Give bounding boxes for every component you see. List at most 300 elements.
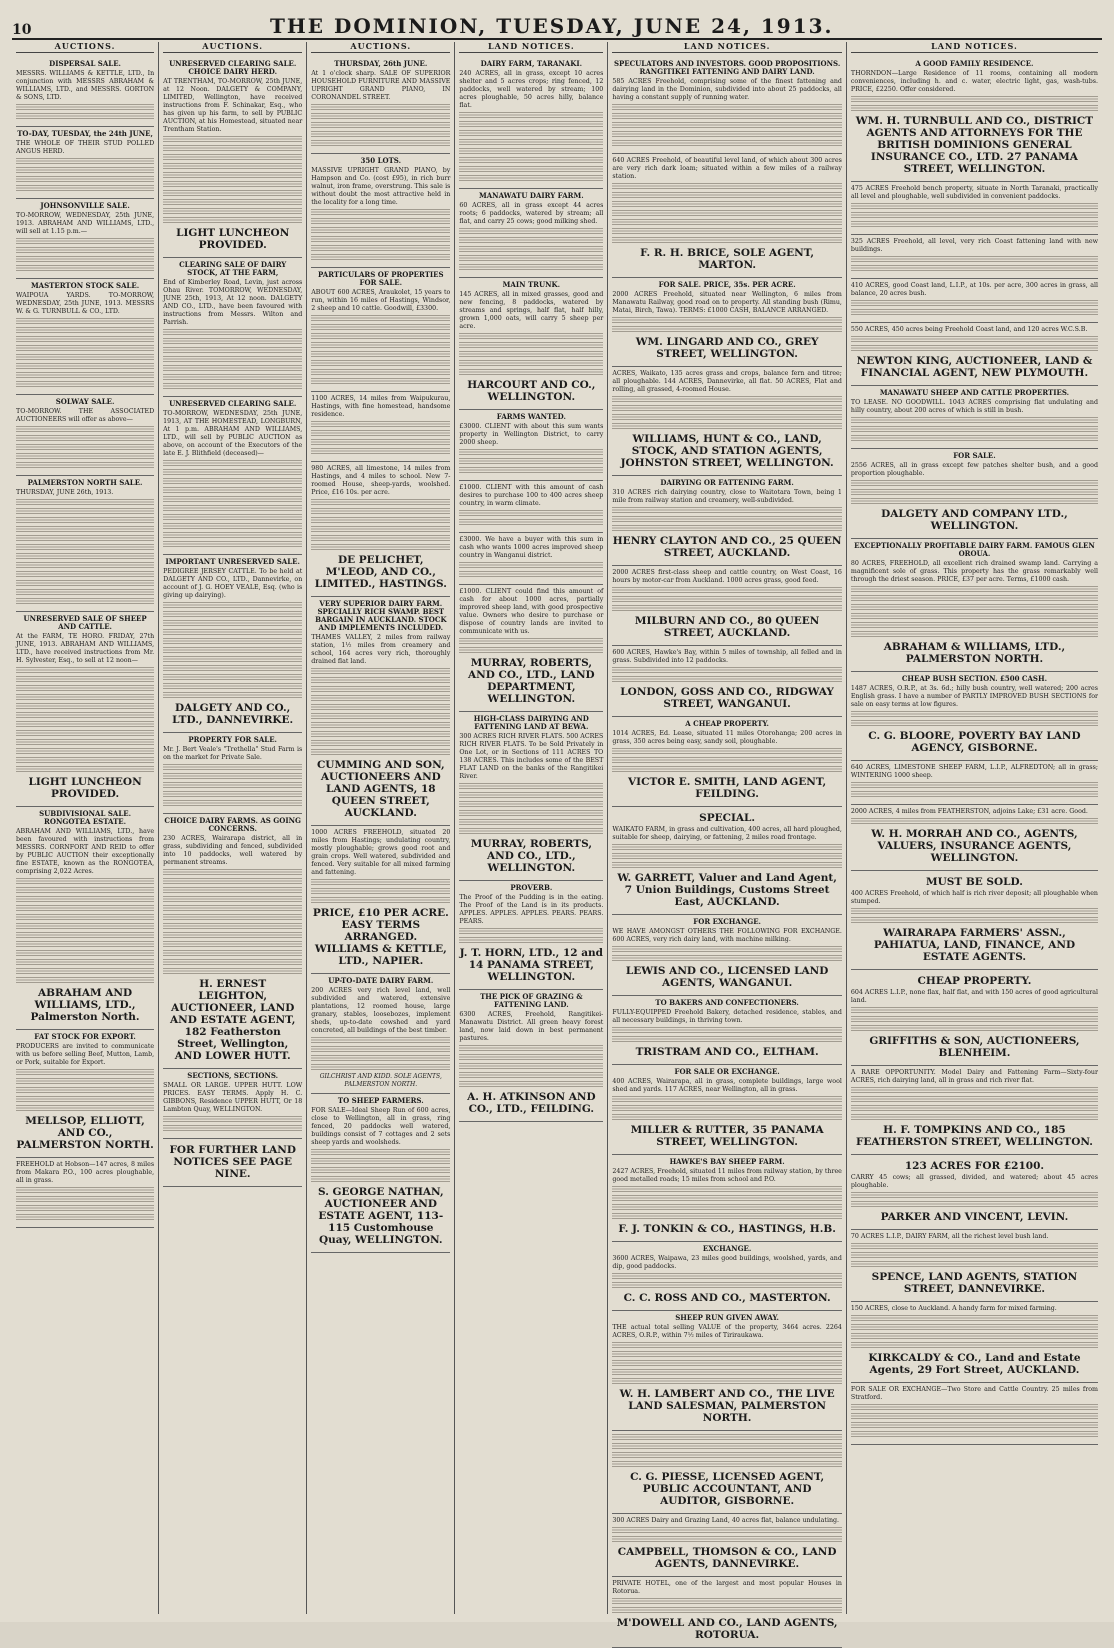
ad-body: 475 ACRES Freehold bench property, situate in North Taranaki, practically all level and ploughable, well subdivided in convenient paddocks. bbox=[850, 185, 1098, 200]
illegible-text-block bbox=[311, 686, 450, 694]
ad-headline: FOR SALE. PRICE, 35s. PER ACRE. bbox=[658, 280, 796, 289]
ad-signature: W. H. LAMBERT AND CO., THE LIVE LAND SALESMAN, PALMERSTON NORTH. bbox=[619, 1388, 835, 1424]
illegible-text-block bbox=[16, 158, 154, 166]
ad-headline: CHEAP PROPERTY. bbox=[917, 975, 1032, 987]
illegible-text-block bbox=[459, 351, 603, 359]
ad-headline: FOR FURTHER LAND NOTICES SEE PAGE NINE. bbox=[169, 1144, 296, 1180]
ad-headline: SHEEP RUN GIVEN AWAY. bbox=[675, 1313, 779, 1322]
advertisement bbox=[16, 127, 154, 199]
ad-headline: VERY SUPERIOR DAIRY FARM. SPECIALLY RICH SWAMP. BEST BARGAIN IN AUCKLAND. STOCK AND IMPLEMENTS INCLUDED. bbox=[315, 599, 447, 632]
advertisement bbox=[459, 189, 603, 278]
advertisement bbox=[459, 57, 603, 189]
ad-signature: NEWTON KING, AUCTIONEER, LAND & FINANCIAL AGENT, NEW PLYMOUTH. bbox=[856, 355, 1093, 379]
illegible-text-block bbox=[16, 336, 154, 344]
ad-body: MESSRS. WILLIAMS & KETTLE, LTD., In conjunction with MESSRS ABRAHAM & WILLIAMS, LTD., and MESSRS. GORTON & SONS, LTD. bbox=[16, 70, 155, 101]
ad-body: ABOUT 600 ACRES, Araukolet, 15 years to run, within 16 miles of Hastings, Windsor, 2 sheep and 10 cattle. Goodwill, £3300. bbox=[311, 289, 451, 312]
ad-headline: THURSDAY, 26th JUNE. bbox=[334, 59, 428, 68]
advertisement bbox=[459, 410, 603, 481]
column-1 bbox=[12, 42, 159, 1614]
ad-headline: MANAWATU SHEEP AND CATTLE PROPERTIES. bbox=[879, 388, 1070, 397]
advertisement bbox=[163, 733, 302, 814]
illegible-text-block bbox=[459, 333, 603, 341]
ad-body: 640 ACRES Freehold, of beautiful level land, of which about 300 acres are very rich dark loam; situated within a few miles of a railway station. bbox=[612, 157, 842, 180]
illegible-text-block bbox=[16, 553, 154, 561]
illegible-text-block bbox=[163, 532, 302, 540]
illegible-text-block bbox=[311, 713, 450, 721]
ad-body: 2427 ACRES, Freehold, situated 11 miles from railway station, by three good metalled roads; 15 miles from school and P.O. bbox=[612, 1168, 842, 1183]
ad-body: TO-MORROW, WEDNESDAY, 25th JUNE, 1913, AT THE HOMESTEAD, LONGBURN, At 1 p.m. ABRAHAM AND WILLIAMS, LTD., will sell by PUBLIC AUCTION as above, on account of the Executors of the late E. J. Blithfield (deceased)— bbox=[163, 410, 303, 457]
illegible-text-block bbox=[163, 154, 302, 162]
illegible-text-block bbox=[163, 764, 302, 772]
illegible-text-block bbox=[459, 519, 603, 527]
illegible-text-block bbox=[311, 749, 450, 757]
ad-signature: H. ERNEST LEIGHTON, AUCTIONEER, LAND AND ESTATE AGENT, 182 Featherston Street, Wellington, AND LOWER HUTT. bbox=[169, 978, 296, 1062]
illegible-text-block bbox=[16, 598, 154, 606]
ad-signature: W. GARRETT, Valuer and Land Agent, 7 Union Buildings, Customs Street East, AUCKLAND. bbox=[617, 872, 837, 908]
illegible-text-block bbox=[16, 1087, 154, 1095]
ad-headline: SPECIAL. bbox=[699, 812, 756, 824]
ad-signature: ABRAHAM AND WILLIAMS, LTD., Palmerston North. bbox=[30, 987, 140, 1023]
illegible-text-block bbox=[612, 1027, 842, 1035]
illegible-text-block bbox=[311, 722, 450, 730]
ad-body: 400 ACRES Freehold, of which half is rich river deposit; all ploughable when stumped. bbox=[850, 890, 1098, 905]
illegible-text-block bbox=[459, 810, 603, 818]
illegible-text-block bbox=[851, 622, 1098, 630]
advertisement bbox=[311, 462, 450, 597]
advertisement bbox=[851, 1230, 1098, 1302]
column-header: AUCTIONS. bbox=[163, 42, 302, 53]
illegible-text-block bbox=[311, 668, 450, 676]
ad-headline: CLEARING SALE OF DAIRY STOCK, AT THE FARM, bbox=[179, 260, 287, 277]
advertisement bbox=[311, 974, 450, 1094]
illegible-text-block bbox=[612, 1195, 842, 1203]
illegible-text-block bbox=[163, 478, 302, 486]
ad-signature: LIGHT LUNCHEON PROVIDED. bbox=[28, 776, 142, 800]
ad-headline: UNRESERVED SALE OF SHEEP AND CATTLE. bbox=[23, 614, 147, 631]
illegible-text-block bbox=[459, 360, 603, 368]
illegible-text-block bbox=[851, 1105, 1098, 1113]
advertisement bbox=[612, 717, 842, 807]
illegible-text-block bbox=[311, 245, 450, 253]
illegible-text-block bbox=[612, 131, 842, 139]
illegible-text-block bbox=[851, 1243, 1098, 1251]
column-header: LAND NOTICES. bbox=[851, 42, 1098, 53]
illegible-text-block bbox=[851, 917, 1098, 925]
ad-headline: SECTIONS, SECTIONS. bbox=[187, 1071, 279, 1080]
illegible-text-block bbox=[16, 730, 154, 738]
illegible-text-block bbox=[16, 562, 154, 570]
illegible-text-block bbox=[311, 378, 450, 386]
illegible-text-block bbox=[16, 453, 154, 461]
illegible-text-block bbox=[459, 369, 603, 377]
illegible-text-block bbox=[16, 914, 154, 922]
illegible-text-block bbox=[459, 166, 603, 174]
masthead bbox=[12, 8, 1102, 40]
ad-body: CARRY 45 cows; all grassed, divided, and watered; about 45 acres ploughable. bbox=[850, 1174, 1098, 1189]
illegible-text-block bbox=[612, 1369, 842, 1377]
ad-body: At 1 o'clock sharp. SALE OF SUPERIOR HOUSEHOLD FURNITURE AND MASSIVE UPRIGHT GRAND PIANO, IN CORONANDEL STREET. bbox=[311, 70, 451, 101]
ad-headline: JOHNSONVILLE SALE. bbox=[40, 201, 130, 210]
illegible-text-block bbox=[311, 695, 450, 703]
ad-signature: SPENCE, LAND AGENTS, STATION STREET, DANNEVIRKE. bbox=[871, 1271, 1078, 1295]
advertisement bbox=[16, 807, 154, 1030]
advertisement bbox=[459, 585, 603, 712]
illegible-text-block bbox=[163, 136, 302, 144]
advertisement bbox=[612, 154, 842, 278]
illegible-text-block bbox=[612, 1036, 842, 1044]
illegible-text-block bbox=[612, 757, 842, 765]
illegible-text-block bbox=[851, 1324, 1098, 1332]
illegible-text-block bbox=[851, 1087, 1098, 1095]
illegible-text-block bbox=[612, 1461, 842, 1469]
advertisement bbox=[16, 476, 154, 612]
ad-headline: TO BAKERS AND CONFECTIONERS. bbox=[655, 998, 799, 1007]
illegible-text-block bbox=[163, 959, 302, 967]
ad-signature: LEWIS AND CO., LICENSED LAND AGENTS, WANGANUI. bbox=[625, 965, 829, 989]
illegible-text-block bbox=[851, 203, 1098, 211]
advertisement bbox=[851, 279, 1098, 323]
illegible-text-block bbox=[311, 677, 450, 685]
illegible-text-block bbox=[163, 629, 302, 637]
illegible-text-block bbox=[16, 426, 154, 434]
illegible-text-block bbox=[163, 905, 302, 913]
ad-headline: PROVERB. bbox=[510, 883, 553, 892]
ad-signature: WM. H. TURNBULL AND CO., DISTRICT AGENTS AND ATTORNEYS FOR THE BRITISH DOMINIONS GENERAL INSURANCE CO., LTD. 27 PANAMA STREET, WELLINGTON. bbox=[855, 115, 1094, 175]
ad-body: THORNDON—Large Residence of 11 rooms, containing all modern conveniences, including h. and c. water, electric light, gas, wash-tubs. PRICE, £2250. Offer considered. bbox=[850, 70, 1098, 93]
ad-body: PRODUCERS are invited to communicate with us before selling Beef, Mutton, Lamb, or Pork, suitable for Export. bbox=[16, 1043, 155, 1066]
illegible-text-block bbox=[311, 439, 450, 447]
ad-body: 60 ACRES, all in grass except 44 acres roots; 6 paddocks, watered by stream; all flat, and carry 25 cows; good milking shed. bbox=[459, 202, 604, 225]
advertisement bbox=[311, 268, 450, 392]
illegible-text-block bbox=[311, 342, 450, 350]
ad-signature: S. GEORGE NATHAN, AUCTIONEER AND ESTATE AGENT, 113-115 Customhouse Quay, WELLINGTON. bbox=[317, 1186, 444, 1246]
page-number: 10 bbox=[12, 22, 32, 38]
illegible-text-block bbox=[851, 1333, 1098, 1341]
illegible-text-block bbox=[459, 121, 603, 129]
illegible-text-block bbox=[612, 237, 842, 245]
illegible-text-block bbox=[16, 941, 154, 949]
illegible-text-block bbox=[851, 1404, 1098, 1412]
ad-signature: PARKER AND VINCENT, LEVIN. bbox=[880, 1211, 1069, 1223]
illegible-text-block bbox=[612, 192, 842, 200]
illegible-text-block bbox=[851, 613, 1098, 621]
illegible-text-block bbox=[311, 1046, 450, 1054]
ad-body: WAIPOUA YARDS. TO-MORROW, WEDNESDAY, 25th JUNE, 1913. MESSRS W. & G. TURNBULL & CO., LTD. bbox=[16, 292, 155, 315]
advertisement bbox=[612, 996, 842, 1065]
illegible-text-block bbox=[851, 1096, 1098, 1104]
illegible-text-block bbox=[16, 1205, 154, 1213]
illegible-text-block bbox=[16, 932, 154, 940]
advertisement bbox=[851, 57, 1098, 182]
advertisement bbox=[612, 1065, 842, 1155]
advertisement bbox=[16, 1030, 154, 1158]
illegible-text-block bbox=[16, 444, 154, 452]
ad-signature: C. G. PIESSE, LICENSED AGENT, PUBLIC ACCOUNTANT, AND AUDITOR, GISBORNE. bbox=[630, 1471, 825, 1507]
ad-headline: SPECULATORS AND INVESTORS. GOOD PROPOSITIONS. RANGITIKEI FATTENING AND DAIRY LAND. bbox=[613, 59, 841, 76]
illegible-text-block bbox=[16, 238, 154, 246]
ad-headline: UNRESERVED CLEARING SALE. CHOICE DAIRY HERD. bbox=[169, 59, 297, 76]
illegible-text-block bbox=[311, 897, 450, 905]
illegible-text-block bbox=[16, 739, 154, 747]
illegible-text-block bbox=[311, 236, 450, 244]
newspaper-title: THE DOMINION, TUESDAY, JUNE 24, 1913. bbox=[269, 14, 834, 38]
advertisement bbox=[163, 397, 302, 555]
illegible-text-block bbox=[16, 923, 154, 931]
illegible-text-block bbox=[612, 946, 842, 954]
advertisement bbox=[459, 881, 603, 990]
illegible-text-block bbox=[163, 172, 302, 180]
illegible-text-block bbox=[16, 712, 154, 720]
ad-body: 2000 ACRES, 4 miles from FEATHERSTON, adjoins Lake; £31 acre. Good. bbox=[850, 808, 1088, 815]
illegible-text-block bbox=[16, 685, 154, 693]
ad-headline: FARMS WANTED. bbox=[496, 412, 566, 421]
illegible-text-block bbox=[612, 1213, 842, 1221]
illegible-text-block bbox=[163, 683, 302, 691]
illegible-text-block bbox=[851, 1413, 1098, 1421]
ad-body: THE WHOLE OF THEIR STUD POLLED ANGUS HERD. bbox=[16, 140, 155, 155]
illegible-text-block bbox=[612, 183, 842, 191]
illegible-text-block bbox=[311, 731, 450, 739]
ad-signature: DE PELICHET, M'LEOD, AND CO., LIMITED., HASTINGS. bbox=[314, 554, 447, 590]
ad-body: 2556 ACRES, all in grass except few patches shelter bush, and a good proportion ploughable. bbox=[850, 462, 1098, 477]
illegible-text-block bbox=[612, 1273, 842, 1281]
illegible-text-block bbox=[163, 383, 302, 391]
illegible-text-block bbox=[16, 104, 154, 112]
ad-signature: DALGETY AND COMPANY LTD., WELLINGTON. bbox=[881, 508, 1068, 532]
illegible-text-block bbox=[163, 878, 302, 886]
illegible-text-block bbox=[851, 908, 1098, 916]
illegible-text-block bbox=[16, 526, 154, 534]
ad-body: PRIVATE HOTEL, one of the largest and most popular Houses in Rotorua. bbox=[612, 1580, 842, 1595]
illegible-text-block bbox=[163, 782, 302, 790]
illegible-text-block bbox=[851, 711, 1098, 719]
illegible-text-block bbox=[311, 209, 450, 217]
advertisement bbox=[459, 533, 603, 585]
ad-headline: TO-DAY, TUESDAY, the 24th JUNE, bbox=[17, 129, 153, 138]
advertisement bbox=[163, 1139, 302, 1187]
ad-headline: MUST BE SOLD. bbox=[926, 876, 1023, 888]
ad-signature: WILLIAMS, HUNT & CO., LAND, STOCK, AND STATION AGENTS, JOHNSTON STREET, WELLINGTON. bbox=[620, 433, 834, 469]
column-4 bbox=[455, 42, 608, 1614]
illegible-text-block bbox=[612, 317, 842, 325]
illegible-text-block bbox=[16, 176, 154, 184]
illegible-text-block bbox=[459, 246, 603, 254]
illegible-text-block bbox=[311, 360, 450, 368]
ad-body: The Proof of the Pudding is in the eating. The Proof of the Land is in its products. APPLES. APPLES. APPLES. PEARS. PEARS. PEARS. bbox=[459, 894, 604, 925]
illegible-text-block bbox=[163, 656, 302, 664]
illegible-text-block bbox=[16, 878, 154, 886]
ad-headline: 123 ACRES FOR £2100. bbox=[904, 1160, 1045, 1172]
ad-signature: H. F. TOMPKINS AND CO., 185 FEATHERSTON STREET, WELLINGTON. bbox=[855, 1124, 1093, 1148]
advertisement bbox=[16, 199, 154, 279]
ad-body: 1487 ACRES, O.R.P., at 3s. 6d.; hilly bush country, well watered; 200 acres English grass. I have a number of PARTLY IMPROVED BUSH SECTIONS for sale on easy terms at low figures. bbox=[850, 685, 1098, 708]
illegible-text-block bbox=[16, 757, 154, 765]
illegible-text-block bbox=[851, 586, 1098, 594]
illegible-text-block bbox=[851, 1422, 1098, 1430]
illegible-text-block bbox=[16, 766, 154, 774]
advertisement bbox=[612, 915, 842, 996]
advertisement bbox=[612, 566, 842, 646]
illegible-text-block bbox=[851, 1252, 1098, 1260]
advertisement bbox=[459, 481, 603, 533]
advertisement bbox=[851, 1066, 1098, 1155]
illegible-text-block bbox=[16, 1187, 154, 1195]
illegible-text-block bbox=[16, 589, 154, 597]
illegible-text-block bbox=[163, 950, 302, 958]
advertisement bbox=[163, 814, 302, 1069]
ad-body: 1000 ACRES FREEHOLD, situated 20 miles from Hastings; undulating country, mostly ploughable; grows good root and grain crops. Well watered, subdivided and fenced. Very suitable for all mixed farming and fattening. bbox=[311, 829, 451, 876]
ad-body: THAMES VALLEY, 2 miles from railway station, 1½ miles from creamery and school, 164 acres very rich, thoroughly drained flat land. bbox=[311, 634, 451, 665]
ad-headline: A CHEAP PROPERTY. bbox=[685, 719, 769, 728]
illegible-text-block bbox=[16, 256, 154, 264]
illegible-text-block bbox=[612, 1204, 842, 1212]
illegible-text-block bbox=[16, 950, 154, 958]
illegible-text-block bbox=[163, 329, 302, 337]
ad-body: 1014 ACRES, Ed. Lease, situated 11 miles Otorohanga; 200 acres in grass, 350 acres being easy, sandy soil, ploughable. bbox=[612, 730, 842, 745]
ad-signature: C. C. ROSS AND CO., MASTERTON. bbox=[623, 1292, 831, 1304]
column-6 bbox=[847, 42, 1102, 1614]
illegible-text-block bbox=[16, 462, 154, 470]
advertisement bbox=[612, 1311, 842, 1431]
ad-headline: PALMERSTON NORTH SALE. bbox=[27, 478, 143, 487]
illegible-text-block bbox=[163, 496, 302, 504]
illegible-text-block bbox=[163, 487, 302, 495]
illegible-text-block bbox=[16, 968, 154, 976]
ad-signature: LONDON, GOSS AND CO., RIDGWAY STREET, WANGANUI. bbox=[620, 686, 834, 710]
illegible-text-block bbox=[612, 955, 842, 963]
illegible-text-block bbox=[311, 1064, 450, 1072]
illegible-text-block bbox=[459, 928, 603, 936]
illegible-text-block bbox=[163, 190, 302, 198]
illegible-text-block bbox=[16, 703, 154, 711]
illegible-text-block bbox=[851, 96, 1098, 104]
illegible-text-block bbox=[612, 1452, 842, 1460]
advertisement bbox=[851, 805, 1098, 871]
illegible-text-block bbox=[311, 122, 450, 130]
illegible-text-block bbox=[851, 1016, 1098, 1024]
illegible-text-block bbox=[851, 309, 1098, 317]
illegible-text-block bbox=[851, 265, 1098, 273]
illegible-text-block bbox=[612, 1527, 842, 1535]
illegible-text-block bbox=[612, 516, 842, 524]
ad-body: 585 ACRES Freehold, comprising some of the finest fattening and dairying land in the Dominion, subdivided into about 25 paddocks, all having a constant supply of running water. bbox=[612, 78, 842, 101]
illegible-text-block bbox=[311, 508, 450, 516]
advertisement bbox=[612, 367, 842, 476]
ad-signature: MURRAY, ROBERTS, AND CO., LTD., WELLINGTON. bbox=[470, 838, 592, 874]
advertisement bbox=[16, 57, 154, 127]
ad-body: WAIKATO FARM, in grass and cultivation, 400 acres, all hard ploughed, suitable for sheep, dairying, or fattening, 2 miles road frontage. bbox=[612, 826, 842, 841]
ad-signature: WAIRARAPA FARMERS' ASSN., PAHIATUA, LAND, FINANCE, AND ESTATE AGENTS. bbox=[873, 927, 1076, 963]
advertisement bbox=[851, 182, 1098, 235]
ad-signature: A. H. ATKINSON AND CO., LTD., FEILDING. bbox=[467, 1091, 596, 1115]
illegible-text-block bbox=[851, 435, 1098, 443]
illegible-text-block bbox=[16, 185, 154, 193]
illegible-text-block bbox=[612, 748, 842, 756]
ad-body: 325 ACRES Freehold, all level, very rich Coast fattening land with new buildings. bbox=[850, 238, 1098, 253]
illegible-text-block bbox=[311, 1158, 450, 1166]
ad-headline: SUBDIVISIONAL SALE. RONGOTEA ESTATE. bbox=[39, 809, 132, 826]
illegible-text-block bbox=[311, 740, 450, 748]
illegible-text-block bbox=[612, 862, 842, 870]
ad-body: FOR SALE OR EXCHANGE—Two Store and Cattle Country. 25 miles from Stratford. bbox=[850, 1386, 1098, 1401]
illegible-text-block bbox=[16, 748, 154, 756]
advertisement bbox=[163, 57, 302, 258]
ad-headline: FOR EXCHANGE. bbox=[693, 917, 761, 926]
ad-signature: HENRY CLAYTON AND CO., 25 QUEEN STREET, AUCKLAND. bbox=[612, 535, 842, 559]
ad-body: 230 ACRES, Wairarapa district, all in grass, subdividing and fenced, subdivided into 10 paddocks, well watered by permanent streams. bbox=[163, 835, 303, 866]
ad-headline: DAIRYING OR FATTENING FARM. bbox=[660, 478, 794, 487]
illegible-text-block bbox=[311, 526, 450, 534]
ad-signature: CUMMING AND SON, AUCTIONEERS AND LAND AGENTS, 18 QUEEN STREET, AUCKLAND. bbox=[316, 759, 445, 819]
illegible-text-block bbox=[459, 571, 603, 579]
ad-body: FOR SALE—Ideal Sheep Run of 600 acres, close to Wellington, all in grass, ring fenced, 20 paddocks well watered, buildings consist of 7 cottages and 2 sets sheep yards and woolsheds. bbox=[311, 1107, 451, 1146]
advertisement bbox=[851, 672, 1098, 761]
illegible-text-block bbox=[459, 937, 603, 945]
ad-signature: C. G. BLOORE, POVERTY BAY LAND AGENCY, GISBORNE. bbox=[868, 730, 1081, 754]
illegible-text-block bbox=[459, 1045, 603, 1053]
column-2 bbox=[159, 42, 307, 1614]
illegible-text-block bbox=[16, 887, 154, 895]
ad-signature: MILBURN AND CO., 80 QUEEN STREET, AUCKLAND. bbox=[634, 615, 820, 639]
ad-signature: PRICE, £10 PER ACRE. EASY TERMS ARRANGED. WILLIAMS & KETTLE, LTD., NAPIER. bbox=[312, 907, 449, 967]
advertisement bbox=[612, 807, 842, 915]
illegible-text-block bbox=[16, 167, 154, 175]
illegible-text-block bbox=[16, 896, 154, 904]
ad-signature: KIRKCALDY & CO., Land and Estate Agents, 29 Fort Street, AUCKLAND. bbox=[868, 1352, 1081, 1376]
advertisement bbox=[311, 597, 450, 826]
illegible-text-block bbox=[163, 145, 302, 153]
illegible-text-block bbox=[16, 667, 154, 675]
illegible-text-block bbox=[851, 417, 1098, 425]
illegible-text-block bbox=[311, 1176, 450, 1184]
illegible-text-block bbox=[612, 219, 842, 227]
advertisement bbox=[612, 1514, 842, 1577]
illegible-text-block bbox=[612, 676, 842, 684]
ad-body: 1100 ACRES, 14 miles from Waipukurau, Hastings, with fine homestead, handsome residence. bbox=[311, 395, 451, 418]
ad-headline: MASTERTON STOCK SALE. bbox=[30, 281, 140, 290]
advertisement bbox=[311, 1094, 450, 1253]
advertisement bbox=[851, 235, 1098, 279]
illegible-text-block bbox=[851, 1007, 1098, 1015]
ad-signature: F. R. H. BRICE, SOLE AGENT, MARTON. bbox=[640, 247, 815, 271]
advertisement bbox=[851, 871, 1098, 970]
illegible-text-block bbox=[163, 692, 302, 700]
columns-container bbox=[12, 41, 1102, 1641]
illegible-text-block bbox=[16, 345, 154, 353]
illegible-text-block bbox=[311, 131, 450, 139]
illegible-text-block bbox=[459, 801, 603, 809]
illegible-text-block bbox=[612, 1607, 842, 1615]
illegible-text-block bbox=[16, 354, 154, 362]
ad-headline: MAIN TRUNK. bbox=[502, 280, 561, 289]
ad-headline: CHEAP BUSH SECTION. £500 CASH. bbox=[901, 674, 1048, 683]
illegible-text-block bbox=[311, 218, 450, 226]
illegible-text-block bbox=[311, 1055, 450, 1063]
illegible-text-block bbox=[16, 247, 154, 255]
illegible-text-block bbox=[163, 523, 302, 531]
column-5 bbox=[608, 41, 847, 1641]
advertisement bbox=[612, 476, 842, 566]
advertisement bbox=[612, 57, 842, 154]
illegible-text-block bbox=[851, 720, 1098, 728]
advertisement bbox=[311, 57, 450, 154]
ad-body: A RARE OPPORTUNITY. Model Dairy and Fattening Farm—Sixty-four ACRES, rich dairying land, all in grass and rich river flat. bbox=[850, 1069, 1098, 1084]
ad-headline: UNRESERVED CLEARING SALE. bbox=[169, 399, 297, 408]
illegible-text-block bbox=[163, 665, 302, 673]
illegible-text-block bbox=[16, 905, 154, 913]
illegible-text-block bbox=[16, 363, 154, 371]
ad-headline: THE PICK OF GRAZING & FATTENING LAND. bbox=[480, 992, 583, 1009]
